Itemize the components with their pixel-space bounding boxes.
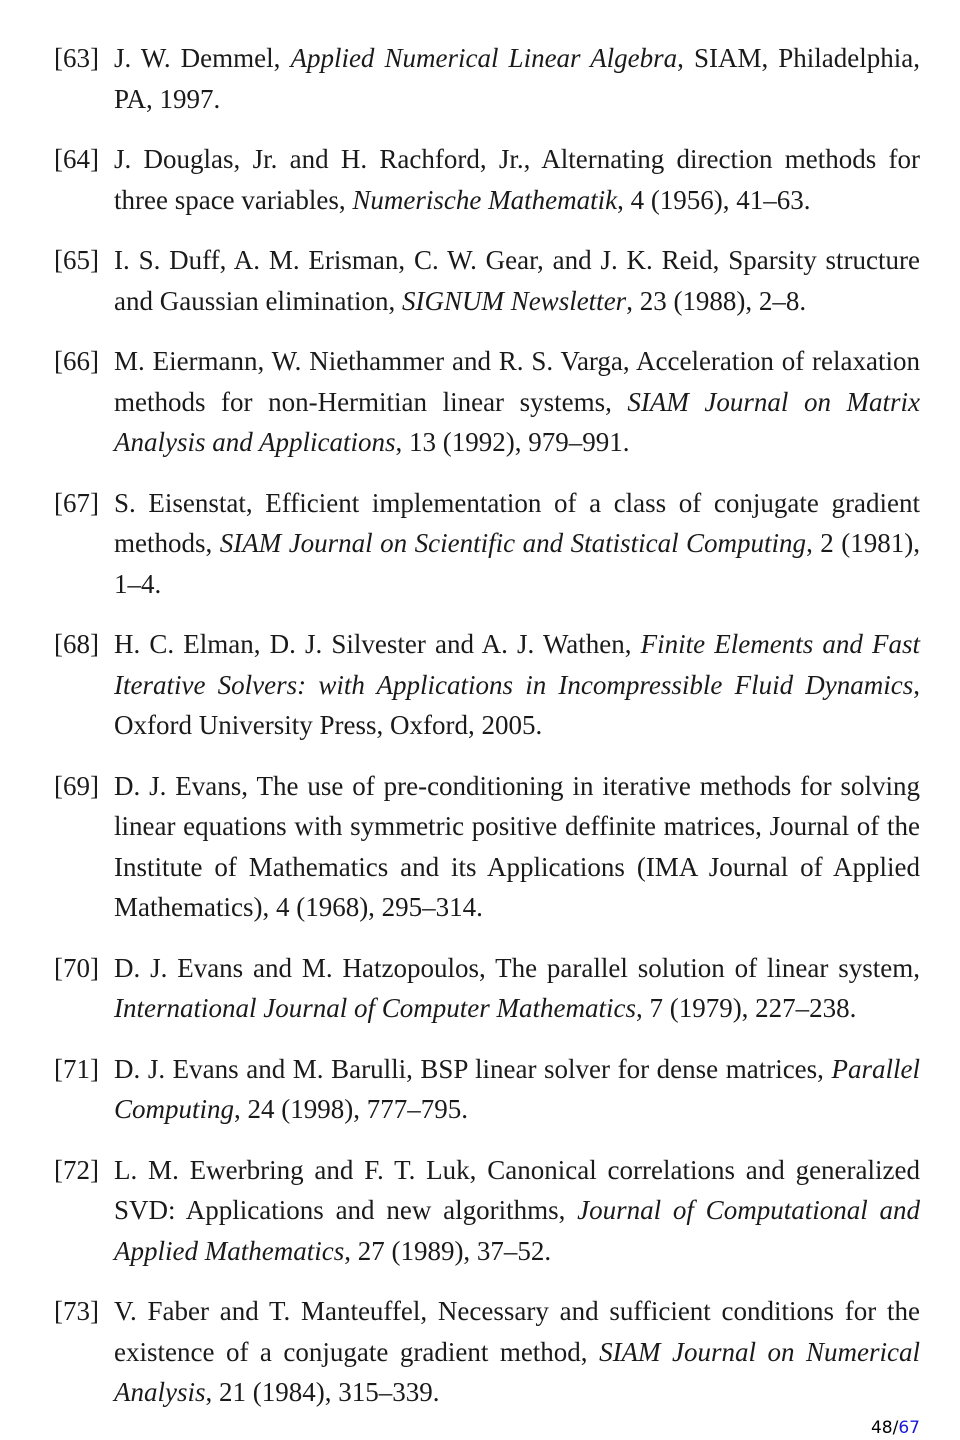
- reference-number: [67]: [54, 487, 99, 518]
- reference-item: [68] H. C. Elman, D. J. Silvester and A. J. Wathen, Finite Elements and Fast Iterative Solvers: with Applications in Incompressible Fluid Dynamics, Oxford University Press, Oxford, 2005.: [54, 624, 920, 746]
- reference-item: [65] I. S. Duff, A. M. Erisman, C. W. Gear, and J. K. Reid, Sparsity structure and Gaussian elimination, SIGNUM Newsletter, 23 (1988), 2–8.: [54, 240, 920, 321]
- page-indicator: 48/67: [870, 1418, 920, 1438]
- reference-item: [69] D. J. Evans, The use of pre-conditioning in iterative methods for solving linear equations with symmetric positive deffinite matrices, Journal of the Institute of Mathematics and its Applications (IMA Journal of Applied Mathematics), 4 (1968), 295–314.: [54, 766, 920, 928]
- reference-item: [73] V. Faber and T. Manteuffel, Necessary and sufficient conditions for the existence of a conjugate gradient method, SIAM Journal on Numerical Analysis, 21 (1984), 315–339.: [54, 1291, 920, 1413]
- reference-item: [63] J. W. Demmel, Applied Numerical Linear Algebra, SIAM, Philadelphia, PA, 1997.: [54, 38, 920, 119]
- reference-number: [68]: [54, 629, 99, 659]
- reference-item: [66] M. Eiermann, W. Niethammer and R. S. Varga, Acceleration of relaxation methods for non-Hermitian linear systems, SIAM Journal on Matrix Analysis and Applications, 13 (1992), 979–991.: [54, 341, 920, 463]
- reference-title: SIAM Journal on Matrix Analysis and Applications: [114, 386, 921, 457]
- reference-number: [72]: [54, 1154, 99, 1185]
- reference-title: SIAM Journal on Numerical Analysis: [114, 1336, 921, 1407]
- reference-list: [54, 38, 920, 1433]
- total-pages-link[interactable]: 67: [898, 1418, 920, 1438]
- reference-title: Applied Numerical Linear Algebra: [290, 43, 678, 73]
- reference-title: Numerische Mathematik: [352, 184, 618, 215]
- reference-title: Journal of Computational and Applied Mathematics: [114, 1195, 920, 1266]
- reference-number: [73]: [54, 1296, 99, 1326]
- reference-number: [71]: [54, 1053, 99, 1084]
- reference-number: [69]: [54, 770, 99, 801]
- reference-number: [64]: [54, 144, 99, 174]
- reference-title: SIGNUM Newsletter: [401, 285, 627, 316]
- reference-number: [66]: [54, 346, 99, 376]
- reference-item: [64] J. Douglas, Jr. and H. Rachford, Jr., Alternating direction methods for three space variables, Numerische Mathematik, 4 (1956), 41–63.: [54, 139, 920, 220]
- reference-number: [65]: [54, 245, 99, 275]
- reference-title: Parallel Computing: [114, 1053, 920, 1124]
- reference-number: [70]: [54, 952, 99, 983]
- reference-item: [71] D. J. Evans and M. Barulli, BSP linear solver for dense matrices, Parallel Computing, 24 (1998), 777–795.: [54, 1049, 920, 1130]
- reference-item: [70] D. J. Evans and M. Hatzopoulos, The parallel solution of linear system, International Journal of Computer Mathematics, 7 (1979), 227–238.: [54, 948, 920, 1029]
- reference-item: [72] L. M. Ewerbring and F. T. Luk, Canonical correlations and generalized SVD: Applications and new algorithms, Journal of Computational and Applied Mathematics, 27 (1989), 37–52.: [54, 1150, 920, 1272]
- reference-title: International Journal of Computer Mathematics: [114, 993, 636, 1023]
- reference-number: [63]: [54, 43, 99, 73]
- current-page: 48: [870, 1418, 893, 1438]
- reference-title: Finite Elements and Fast Iterative Solvers: with Applications in Incompressible Fluid Dynamics: [114, 629, 920, 700]
- reference-item: [67] S. Eisenstat, Efficient implementation of a class of conjugate gradient methods, SIAM Journal on Scientific and Statistical Computing, 2 (1981), 1–4.: [54, 483, 920, 605]
- reference-title: SIAM Journal on Scientific and Statistical Computing: [219, 528, 807, 558]
